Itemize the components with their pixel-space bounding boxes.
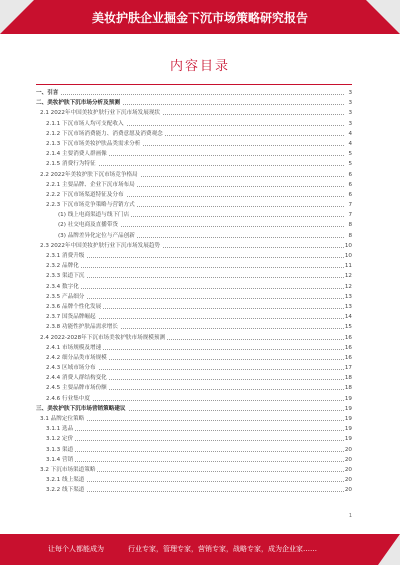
toc-entry-label: 3.1.1 选品 bbox=[46, 424, 75, 434]
toc-entry[interactable] bbox=[36, 333, 352, 343]
toc-entry-label: 3.1.3 渠道 bbox=[46, 445, 75, 455]
toc-entry[interactable] bbox=[36, 261, 352, 271]
toc-entry[interactable] bbox=[36, 404, 352, 414]
toc-entry-page: 13 bbox=[344, 302, 352, 312]
toc-entry-page: 13 bbox=[344, 292, 352, 302]
toc-entry-page: 7 bbox=[347, 210, 352, 220]
toc-entry-page: 20 bbox=[344, 445, 352, 455]
toc-entry[interactable] bbox=[36, 302, 352, 312]
toc-entry-label: (1) 线上电商渠道与线下门店 bbox=[58, 210, 131, 220]
toc-entry[interactable] bbox=[36, 292, 352, 302]
toc-entry-label: 2.3.4 数字化 bbox=[46, 282, 81, 292]
toc-entry[interactable] bbox=[36, 424, 352, 434]
dot-leader bbox=[46, 257, 344, 258]
dot-leader bbox=[36, 94, 344, 95]
toc-entry-page: 20 bbox=[344, 485, 352, 495]
toc-entry-label: 2.1.4 主要消费人群画像 bbox=[46, 149, 109, 159]
toc-entry-label: 2.2 2022年美妆护肤下沉市场竞争格局 bbox=[40, 170, 140, 180]
toc-entry[interactable] bbox=[36, 88, 352, 98]
toc-entry[interactable] bbox=[36, 465, 352, 475]
toc-entry[interactable] bbox=[36, 455, 352, 465]
corner-decoration-right bbox=[366, 0, 400, 34]
corner-decoration-footer bbox=[378, 534, 400, 565]
toc-entry-page: 20 bbox=[344, 455, 352, 465]
toc-entry-label: 2.4.5 主要品牌市场份额 bbox=[46, 383, 109, 393]
toc-entry-page: 6 bbox=[347, 190, 352, 200]
report-title: 美妆护肤企业掘金下沉市场策略研究报告 bbox=[91, 11, 308, 25]
dot-leader bbox=[46, 481, 344, 482]
toc-entry-page: 6 bbox=[347, 170, 352, 180]
toc-entry[interactable] bbox=[36, 312, 352, 322]
toc-entry[interactable] bbox=[36, 353, 352, 363]
toc-entry-page: 10 bbox=[344, 241, 352, 251]
page-number: 1 bbox=[348, 513, 352, 519]
toc-entry-label: 2.3.7 国货品牌崛起 bbox=[46, 312, 98, 322]
toc-entry-page: 8 bbox=[347, 220, 352, 230]
toc-entry-label: (3) 品牌差异化定位与产品创新 bbox=[58, 231, 137, 241]
toc-entry-page: 8 bbox=[347, 231, 352, 241]
toc-entry-page: 16 bbox=[344, 353, 352, 363]
toc-entry[interactable] bbox=[36, 363, 352, 373]
dot-leader bbox=[46, 430, 344, 431]
toc-entry-label: 二、美妆护肤下沉市场分析及预测 bbox=[36, 98, 122, 108]
toc-entry-label: (2) 社交电商及直播带货 bbox=[58, 220, 120, 230]
toc-entry-label: 2.2.2 下沉市场渠道特征及分布 bbox=[46, 190, 126, 200]
dot-leader bbox=[46, 451, 344, 452]
toc-entry[interactable] bbox=[36, 129, 352, 139]
toc-entry-label: 2.4.3 区域市场分布 bbox=[46, 363, 98, 373]
toc-entry-label: 2.3 2022年中国美妆护肤行业下沉市场发展趋势 bbox=[40, 241, 162, 251]
toc-entry-label: 3.2.2 线下渠道 bbox=[46, 485, 86, 495]
toc-entry-page: 16 bbox=[344, 333, 352, 343]
dot-leader bbox=[46, 277, 344, 278]
toc-entry-page: 20 bbox=[344, 465, 352, 475]
toc-entry-label: 2.4 2022-2028年下沉市场美妆护肤市场规模预测 bbox=[40, 333, 167, 343]
toc-entry-label: 2.1 2022年中国美妆护肤行业下沉市场发展现状 bbox=[40, 108, 162, 118]
toc-entry-label: 2.1.5 消费行为特征 bbox=[46, 159, 98, 169]
toc-entry-page: 10 bbox=[344, 251, 352, 261]
toc-entry[interactable] bbox=[36, 139, 352, 149]
footer-slogan: 让每个人都能成为 bbox=[48, 545, 104, 553]
toc-entry-label: 2.3.2 品牌化 bbox=[46, 261, 81, 271]
toc-entry-page: 18 bbox=[344, 383, 352, 393]
toc-entry-label: 3.2 下沉市场渠道策略 bbox=[40, 465, 97, 475]
toc-entry-label: 3.2.1 线上渠道 bbox=[46, 475, 86, 485]
toc-entry-page: 5 bbox=[347, 159, 352, 169]
toc-entry[interactable] bbox=[36, 475, 352, 485]
toc-entry-label: 2.3.8 功能性护肤品需求增长 bbox=[46, 322, 120, 332]
toc-entry-page: 19 bbox=[344, 404, 352, 414]
toc-entry[interactable] bbox=[36, 149, 352, 159]
toc-entry[interactable] bbox=[36, 170, 352, 180]
toc-entry[interactable] bbox=[36, 98, 352, 108]
table-of-contents bbox=[36, 88, 352, 496]
toc-entry-page: 19 bbox=[344, 434, 352, 444]
toc-entry-label: 2.4.1 市场规模及增速 bbox=[46, 343, 103, 353]
toc-entry-page: 7 bbox=[347, 200, 352, 210]
toc-entry-page: 3 bbox=[347, 98, 352, 108]
toc-entry-label: 2.3.1 消费升级 bbox=[46, 251, 86, 261]
toc-entry[interactable] bbox=[36, 210, 352, 220]
toc-entry-page: 11 bbox=[344, 261, 352, 271]
dot-leader bbox=[46, 491, 344, 492]
toc-entry-page: 4 bbox=[347, 129, 352, 139]
toc-divider bbox=[36, 84, 352, 85]
toc-entry[interactable] bbox=[36, 231, 352, 241]
toc-entry-page: 15 bbox=[344, 322, 352, 332]
toc-entry-label: 2.4.6 行业集中度 bbox=[46, 394, 92, 404]
toc-entry[interactable] bbox=[36, 373, 352, 383]
toc-entry-page: 18 bbox=[344, 373, 352, 383]
toc-entry[interactable] bbox=[36, 394, 352, 404]
toc-entry[interactable] bbox=[36, 190, 352, 200]
toc-entry-label: 3.1 品牌定位策略 bbox=[40, 414, 86, 424]
toc-entry[interactable] bbox=[36, 251, 352, 261]
toc-entry-page: 17 bbox=[344, 363, 352, 373]
toc-entry-label: 2.1.2 下沉市场消费能力、消费意愿及消费观念 bbox=[46, 129, 165, 139]
dot-leader bbox=[46, 440, 344, 441]
toc-entry-label: 2.4.2 细分品类市场规模 bbox=[46, 353, 109, 363]
toc-entry-page: 4 bbox=[347, 139, 352, 149]
toc-entry[interactable] bbox=[36, 108, 352, 118]
toc-entry[interactable] bbox=[36, 119, 352, 129]
toc-entry-page: 19 bbox=[344, 394, 352, 404]
toc-entry[interactable] bbox=[36, 343, 352, 353]
toc-entry-page: 3 bbox=[347, 108, 352, 118]
toc-entry[interactable] bbox=[36, 271, 352, 281]
toc-entry[interactable] bbox=[36, 383, 352, 393]
toc-entry-page: 5 bbox=[347, 149, 352, 159]
toc-entry-page: 20 bbox=[344, 475, 352, 485]
toc-entry[interactable] bbox=[36, 322, 352, 332]
toc-entry-page: 19 bbox=[344, 414, 352, 424]
footer-bar bbox=[0, 534, 400, 565]
toc-entry[interactable] bbox=[36, 485, 352, 495]
toc-entry-label: 3.1.2 定价 bbox=[46, 434, 75, 444]
toc-entry-page: 14 bbox=[344, 312, 352, 322]
toc-entry-label: 3.1.4 营销 bbox=[46, 455, 75, 465]
toc-entry-page: 19 bbox=[344, 424, 352, 434]
dot-leader bbox=[46, 288, 344, 289]
toc-entry-label: 三、美妆护肤下沉市场营销策略建议 bbox=[36, 404, 128, 414]
toc-entry[interactable] bbox=[36, 241, 352, 251]
toc-entry[interactable] bbox=[36, 200, 352, 210]
toc-entry-page: 6 bbox=[347, 180, 352, 190]
toc-entry-page: 3 bbox=[347, 119, 352, 129]
toc-entry-label: 2.2.3 下沉市场竞争策略与营销方式 bbox=[46, 200, 137, 210]
toc-entry-page: 3 bbox=[347, 88, 352, 98]
toc-entry-label: 2.3.6 品牌个性化发展 bbox=[46, 302, 103, 312]
toc-entry[interactable] bbox=[36, 414, 352, 424]
dot-leader bbox=[46, 298, 344, 299]
toc-entry[interactable] bbox=[36, 180, 352, 190]
toc-entry-page: 12 bbox=[344, 282, 352, 292]
toc-entry[interactable] bbox=[36, 282, 352, 292]
toc-entry-page: 16 bbox=[344, 343, 352, 353]
toc-entry-label: 2.3.3 渠道下沉 bbox=[46, 271, 86, 281]
toc-entry[interactable] bbox=[36, 220, 352, 230]
toc-entry-label: 一、引言 bbox=[36, 88, 60, 98]
toc-entry-label: 2.3.5 产品细分 bbox=[46, 292, 86, 302]
footer-tags: 行业专家，管理专家，营销专家，战略专家，成为企业家…… bbox=[128, 545, 317, 553]
dot-leader bbox=[46, 461, 344, 462]
toc-entry-label: 2.1.3 下沉市场美妆护肤品类需求分析 bbox=[46, 139, 142, 149]
toc-entry-page: 12 bbox=[344, 271, 352, 281]
toc-entry[interactable] bbox=[36, 445, 352, 455]
toc-entry-label: 2.4.4 消费人群结构变化 bbox=[46, 373, 109, 383]
toc-heading: 内容目录 bbox=[169, 59, 230, 74]
toc-entry-label: 2.1.1 下沉市场人均可支配收入 bbox=[46, 119, 126, 129]
toc-entry[interactable] bbox=[36, 159, 352, 169]
header-bar bbox=[0, 0, 400, 34]
toc-entry-label: 2.2.1 主要品牌、企业下沉市场布局 bbox=[46, 180, 137, 190]
toc-entry[interactable] bbox=[36, 434, 352, 444]
dot-leader bbox=[46, 267, 344, 268]
